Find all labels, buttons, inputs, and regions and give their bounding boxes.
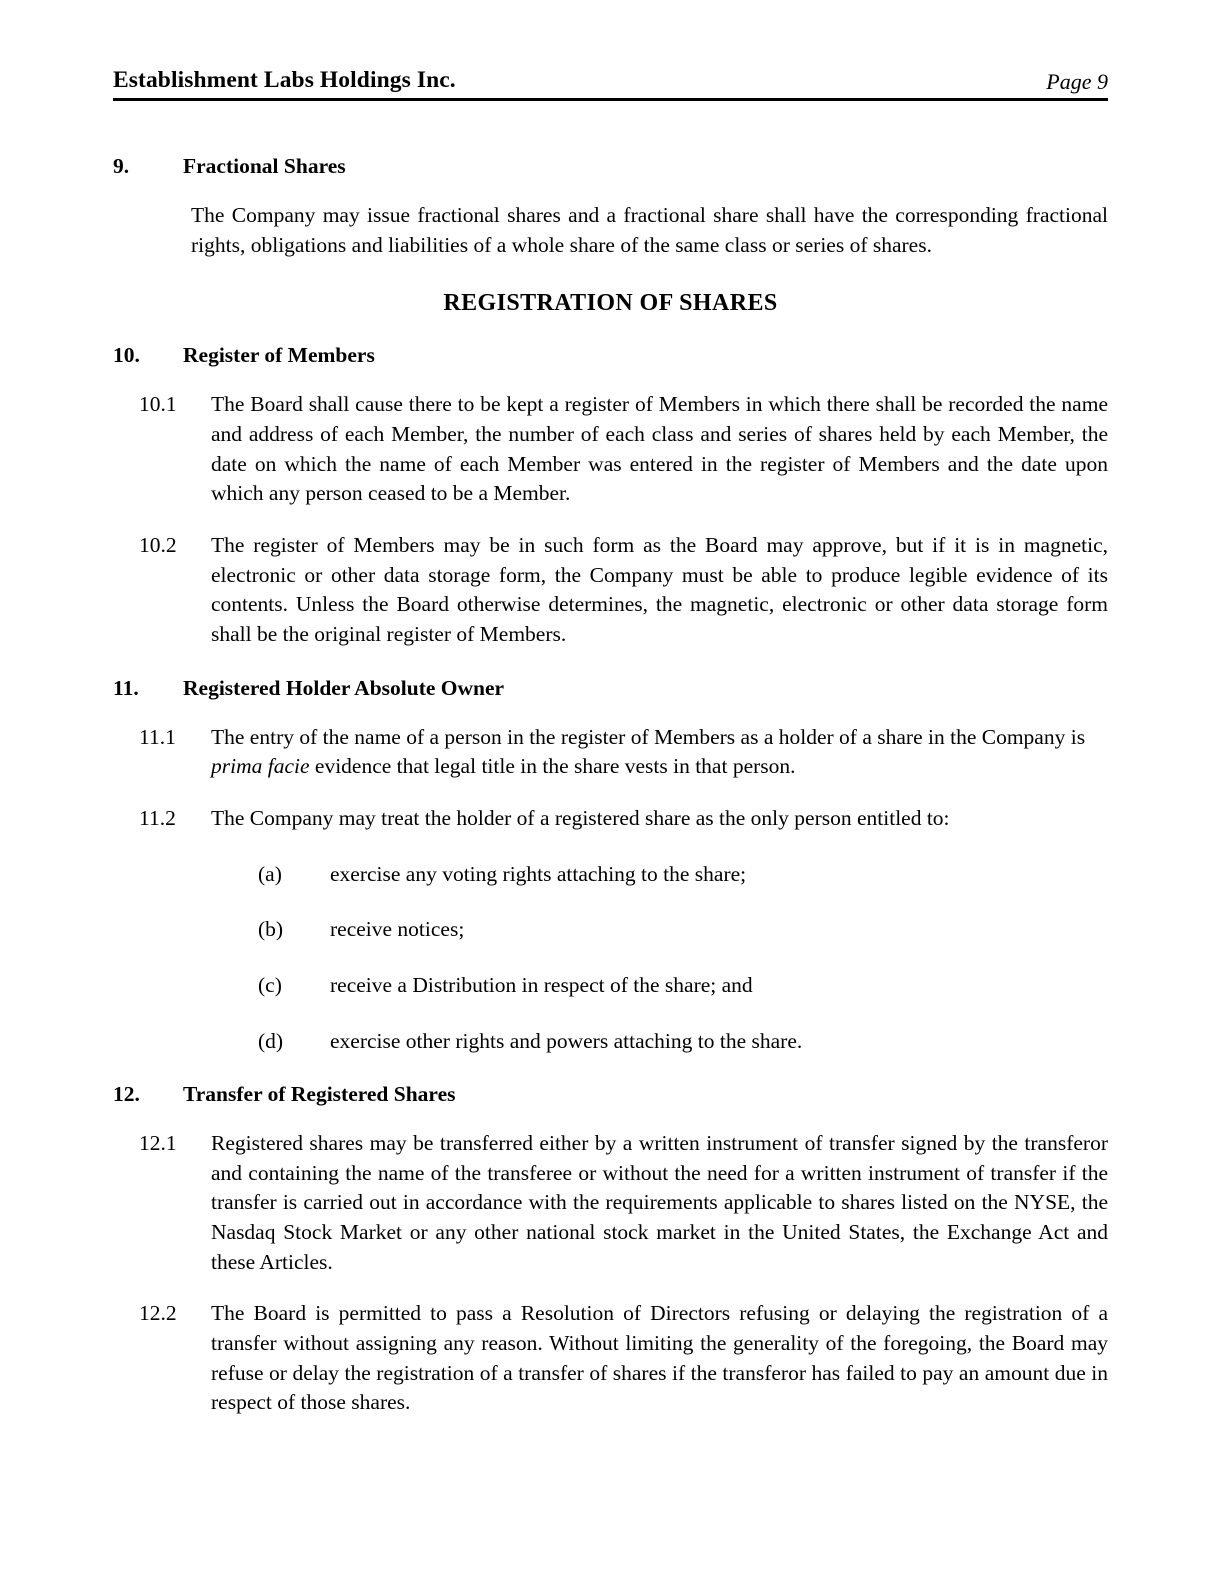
subitem-a (113, 860, 1108, 890)
clause-text: Registered shares may be transferred either by a written instrument of transfer signed by the transferor and containing the name of the transferee or without the need for a written instrument of transfer if the transfer is carried out in accordance with the requirements applicable to shares listed on the NYSE, the Nasdaq Stock Market or any other national stock market in the United States, the Exchange Act and these Articles. (211, 1131, 1108, 1274)
clause-11-1 (113, 723, 1108, 782)
clause-number: 11.2 (139, 805, 176, 830)
document-body (113, 128, 1108, 1418)
section-heading-9 (113, 154, 1108, 179)
clause-text-part-1: The entry of the name of a person in the register of Members as a holder of a share in the Company is (211, 724, 1086, 749)
clause-text-part-2: evidence that legal title in the share vests in that person. (309, 754, 796, 779)
subitem-text: receive notices; (330, 917, 465, 942)
section-number: 12. (113, 1082, 140, 1107)
section-title: Register of Members (183, 343, 375, 368)
clause-text: The Board shall cause there to be kept a register of Members in which there shall be recorded the name and address of each Member, the number of each class and series of shares held by each Member, the date on which the name of each Member was entered in the register of Members and the date upon which any person ceased to be a Member. (211, 392, 1108, 506)
subitem-marker: (b) (258, 917, 284, 942)
clause-number: 12.1 (139, 1131, 177, 1156)
subitem-b (113, 915, 1108, 945)
subitem-text: receive a Distribution in respect of the share; and (330, 972, 753, 997)
clause-number: 10.1 (139, 392, 177, 417)
header-company-name: Establishment Labs Holdings Inc. (113, 67, 456, 93)
subitem-d (113, 1027, 1108, 1057)
subitem-text: exercise other rights and powers attaching to the share. (330, 1028, 803, 1053)
part-heading-registration-of-shares: REGISTRATION OF SHARES (443, 290, 778, 317)
subitem-marker: (a) (258, 861, 282, 886)
clause-10-1 (113, 390, 1108, 509)
clause-10-2 (113, 531, 1108, 650)
subitem-c (113, 971, 1108, 1001)
clause-text: The register of Members may be in such form as the Board may approve, but if it is in magnetic, electronic or other data storage form, the Company must be able to produce legible evidence of its contents. Unless the Board otherwise determines, the magnetic, electronic or other data storage form shall be the original register of Members. (211, 532, 1108, 646)
section-heading-12 (113, 1082, 1108, 1107)
section-title: Transfer of Registered Shares (183, 1082, 456, 1107)
paragraph-section-9-body: The Company may issue fractional shares and a fractional share shall have the corresponding fractional rights, obligations and liabilities of a whole share of the same class or series of shares. (191, 203, 1108, 257)
clause-text: The Board is permitted to pass a Resolution of Directors refusing or delaying the registration of a transfer without assigning any reason. Without limiting the generality of the foregoing, the Board may refuse or delay the registration of a transfer of shares if the transferor has failed to pay an amount due in respect of those shares. (211, 1301, 1108, 1415)
section-number: 11. (113, 675, 139, 700)
clause-text (211, 723, 1108, 782)
page-header (113, 68, 1108, 101)
section-title: Registered Holder Absolute Owner (183, 675, 505, 700)
subitem-marker: (c) (258, 972, 282, 997)
clause-text: The Company may treat the holder of a registered share as the only person entitled to: (211, 805, 950, 830)
section-heading-11 (113, 676, 1108, 701)
clause-number: 11.1 (139, 724, 176, 749)
clause-12-2 (113, 1299, 1108, 1418)
section-number: 9. (113, 154, 130, 178)
clause-number: 12.2 (139, 1301, 177, 1326)
clause-12-1 (113, 1129, 1108, 1277)
header-page-number: Page 9 (1046, 68, 1108, 94)
subitem-text: exercise any voting rights attaching to the share; (330, 861, 747, 886)
subitem-marker: (d) (258, 1028, 284, 1053)
section-title: Fractional Shares (183, 154, 346, 178)
clause-number: 10.2 (139, 532, 177, 557)
section-heading-10 (113, 343, 1108, 368)
clause-text-italic-term: prima facie (211, 754, 310, 779)
section-number: 10. (113, 343, 140, 368)
clause-11-2 (113, 804, 1108, 834)
